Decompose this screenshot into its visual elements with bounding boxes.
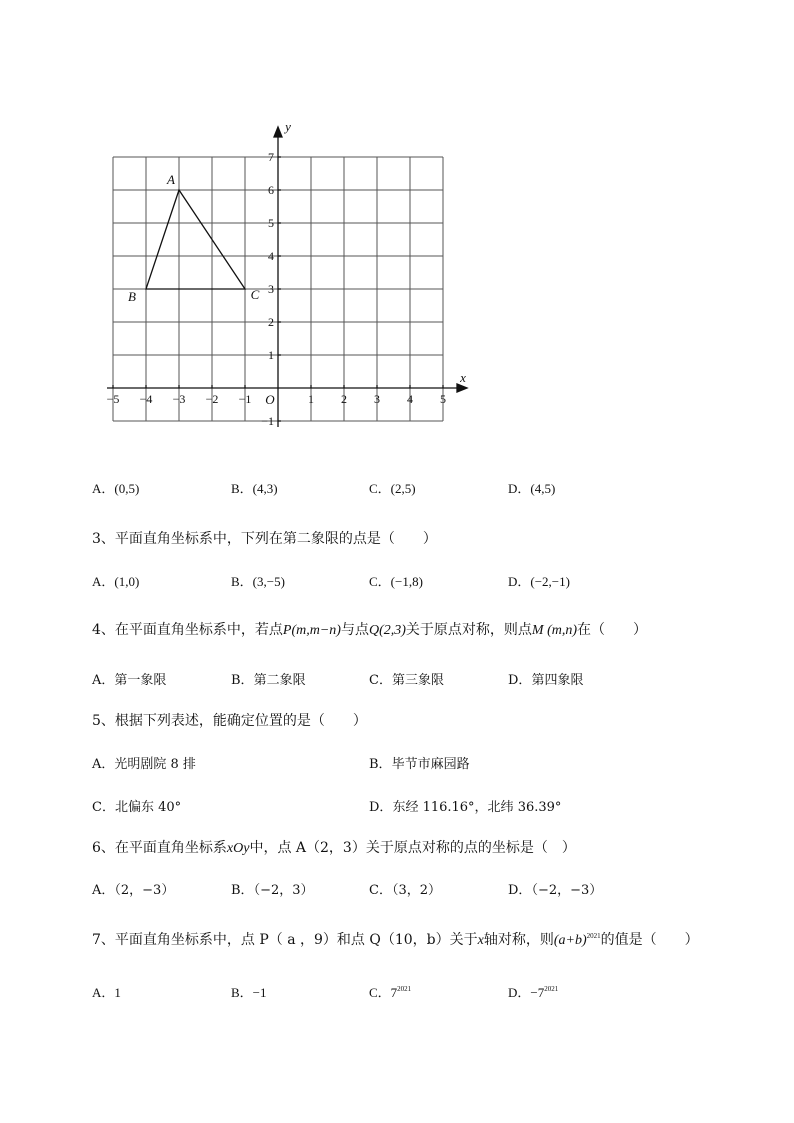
q2-option-c: C．(2,5) (369, 481, 416, 496)
y-axis-label: y (285, 119, 291, 134)
q7-option-b: B．−1 (231, 985, 267, 1000)
q5-stem: 5、根据下列表述，能确定位置的是（ ） (92, 713, 367, 729)
q6-option-b: B．（−2，3） (231, 883, 314, 898)
y-tick-label: 3 (268, 282, 274, 296)
y-tick-label: 1 (268, 348, 274, 362)
y-tick-label: 6 (268, 183, 274, 197)
y-tick-label: 4 (268, 249, 274, 263)
q2-option-b: B．(4,3) (231, 481, 278, 496)
y-tick-label: 2 (268, 315, 274, 329)
y-tick-label: 5 (268, 216, 274, 230)
q6-option-d: D．（−2，−3） (508, 883, 603, 898)
q4-option-b: B．第二象限 (231, 673, 306, 688)
q3-option-c: C．(−1,8) (369, 574, 423, 589)
x-tick-label: 3 (374, 392, 380, 406)
q7-option-c: C．$7^{2021}$ (369, 985, 412, 1000)
q7-option-d: D．$-7^{2021}$ (508, 985, 559, 1000)
q7-stem: 7、平面直角坐标系中，点 P（ a ，9）和点 Q（10，b）关于x轴对称，则$(a+b)^{2021}$的值是（ ） (92, 932, 699, 948)
x-tick-label: 5 (440, 392, 446, 406)
q6-stem: 6、在平面直角坐标系xOy中，点 A（2，3）关于原点对称的点的坐标是（ ） (92, 840, 576, 856)
x-tick-label: 2 (341, 392, 347, 406)
q3-stem: 3、平面直角坐标系中，下列在第二象限的点是（ ） (92, 531, 437, 547)
point-label-c: C (250, 287, 260, 302)
q4-option-c: C．第三象限 (369, 673, 444, 688)
x-tick-label: 4 (407, 392, 413, 406)
q4-option-a: A．第一象限 (92, 673, 167, 688)
q2-option-a: A．(0,5) (92, 481, 140, 496)
q5-option-c: C．北偏东 40° (92, 800, 182, 815)
q5-option-d: D．东经 116.16°，北纬 36.39° (369, 800, 562, 815)
q3-option-a: A．(1,0) (92, 574, 140, 589)
q5-option-a: A．光明剧院 8 排 (92, 757, 196, 772)
point-label-b: B (128, 289, 136, 304)
x-tick-label: −1 (238, 392, 252, 406)
y-tick-label: −1 (261, 414, 274, 428)
coordinate-grid-figure (96, 112, 476, 442)
x-tick-label: −5 (106, 392, 120, 406)
q3-option-d: D．(−2,−1) (508, 574, 570, 589)
q4-option-d: D．第四象限 (508, 673, 584, 688)
y-axis-arrow-icon (274, 127, 282, 137)
q6-option-a: A．（2，−3） (92, 883, 175, 898)
x-axis-arrow-icon (457, 384, 467, 392)
y-tick-label: 7 (268, 150, 274, 164)
x-tick-label: −4 (139, 392, 153, 406)
x-tick-label: 1 (308, 392, 314, 406)
q3-option-b: B．(3,−5) (231, 574, 285, 589)
q6-option-c: C．（3，2） (369, 883, 441, 898)
x-tick-label: −3 (172, 392, 186, 406)
triangle-abc (146, 190, 245, 289)
q2-option-d: D．(4,5) (508, 481, 556, 496)
point-label-a: A (167, 172, 175, 187)
x-axis-label: x (460, 370, 466, 385)
q4-stem: 4、在平面直角坐标系中，若点P(m,m−n)与点Q(2,3)关于原点对称，则点M (m,n)在（ ） (92, 622, 648, 638)
q7-option-a: A．1 (92, 985, 121, 1000)
q5-option-b: B．毕节市麻园路 (369, 757, 470, 772)
x-tick-label: −2 (205, 392, 219, 406)
origin-label: O (265, 392, 275, 407)
